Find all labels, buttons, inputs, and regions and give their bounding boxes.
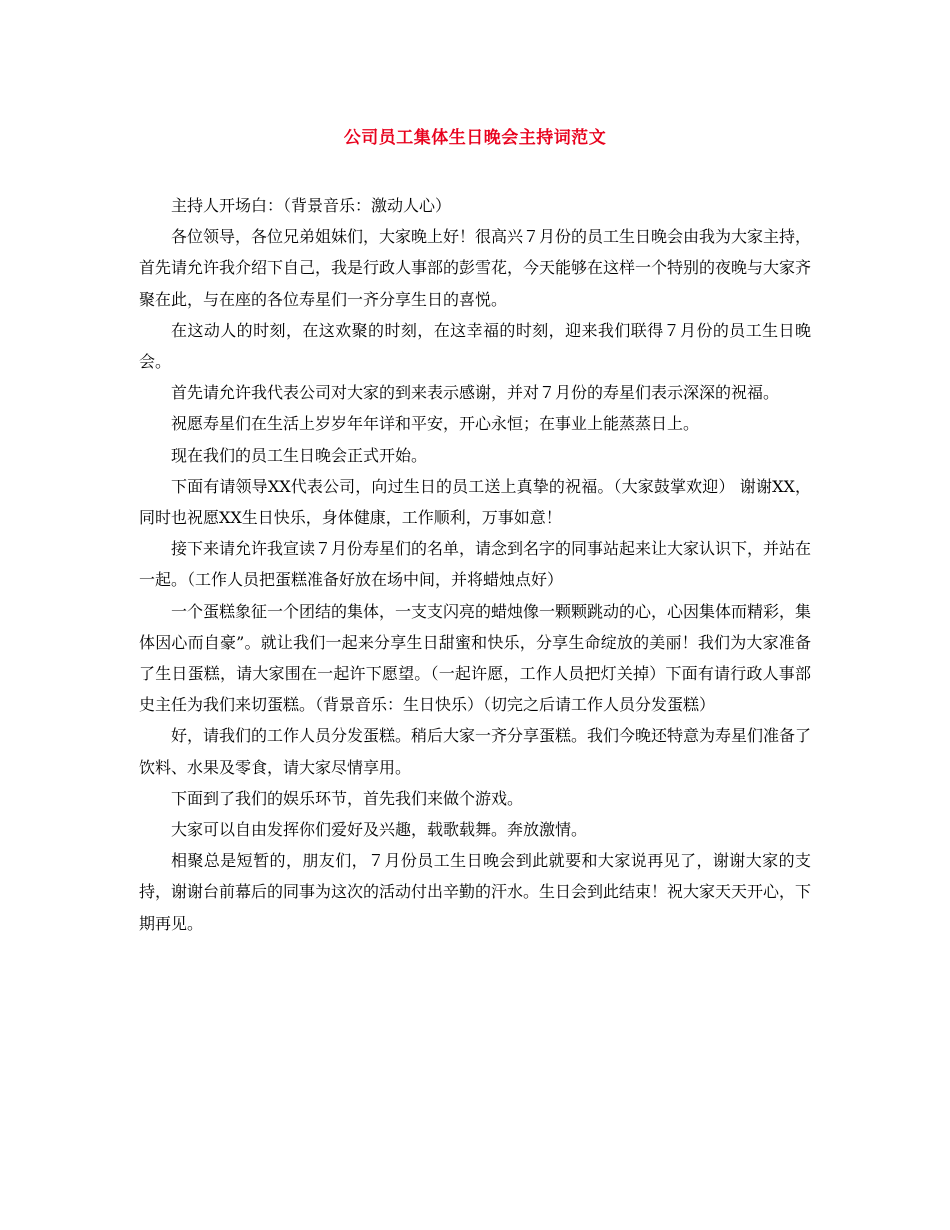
paragraph-name-list: 接下来请允许我宣读７月份寿星们的名单，请念到名字的同事站起来让大家认识下，并站在一起。（工作人员把蛋糕准备好放在场中间，并将蜡烛点好）: [139, 539, 812, 590]
paragraph-leader-blessing: 下面有请领导XX代表公司，向过生日的员工送上真挚的祝福。（大家鼓掌欢迎） 谢谢XX，同时也祝愿XX生日快乐，身体健康，工作顺利，万事如意！: [139, 476, 811, 528]
paragraph-closing: 相聚总是短暂的，朋友们，７月份员工生日晚会到此就要和大家说再见了，谢谢大家的支持，谢谢台前幕后的同事为这次的活动付出辛勤的汗水。生日会到此结束！祝大家天天开心，下期再见。: [139, 851, 812, 933]
paragraph-game: 下面到了我们的娱乐环节，首先我们来做个游戏。: [171, 788, 524, 808]
paragraph-opening: 主持人开场白：（背景音乐：激动人心）: [171, 196, 452, 215]
paragraph-entertainment: 大家可以自由发挥你们爱好及兴趣，载歌载舞。奔放激情。: [171, 820, 588, 840]
paragraph-moment: 在这动人的时刻，在这欢聚的时刻，在这幸福的时刻，迎来我们联得７月份的员工生日晚会。: [139, 320, 811, 372]
document-body: [139, 190, 811, 939]
document-title: 公司员工集体生日晚会主持词范文: [343, 128, 607, 148]
paragraph-share-cake: 好，请我们的工作人员分发蛋糕。稍后大家一齐分享蛋糕。我们今晚还特意为寿星们准备了饮料、水果及零食，请大家尽情享用。: [139, 726, 812, 777]
paragraph-thanks: 首先请允许我代表公司对大家的到来表示感谢，并对７月份的寿星们表示深深的祝福。: [171, 383, 780, 403]
paragraph-start: 现在我们的员工生日晚会正式开始。: [171, 445, 428, 465]
paragraph-greeting: 各位领导，各位兄弟姐妹们，大家晚上好！很高兴７月份的员工生日晚会由我为大家主持，首先请允许我介绍下自己，我是行政人事部的彭雪花，今天能够在这样一个特别的夜晚与大家齐聚在此，与在座的各位寿星们一齐分享生日的喜悦。: [139, 227, 812, 309]
paragraph-wishes: 祝愿寿星们在生活上岁岁年年详和平安，开心永恒；在事业上能蒸蒸日上。: [171, 414, 700, 434]
paragraph-cake: 一个蛋糕象征一个团结的集体，一支支闪亮的蜡烛像一颗颗跳动的心，心因集体而精彩，集体因心而自豪”。就让我们一起来分享生日甜蜜和快乐，分享生命绽放的美丽！我们为大家准备了生日蛋糕，请大家围在一起许下愿望。（一起许愿，工作人员把灯关掉）下面有请行政人事部史主任为我们来切蛋糕。（背景音乐：生日快乐）（切完之后请工作人员分发蛋糕）: [139, 601, 812, 715]
